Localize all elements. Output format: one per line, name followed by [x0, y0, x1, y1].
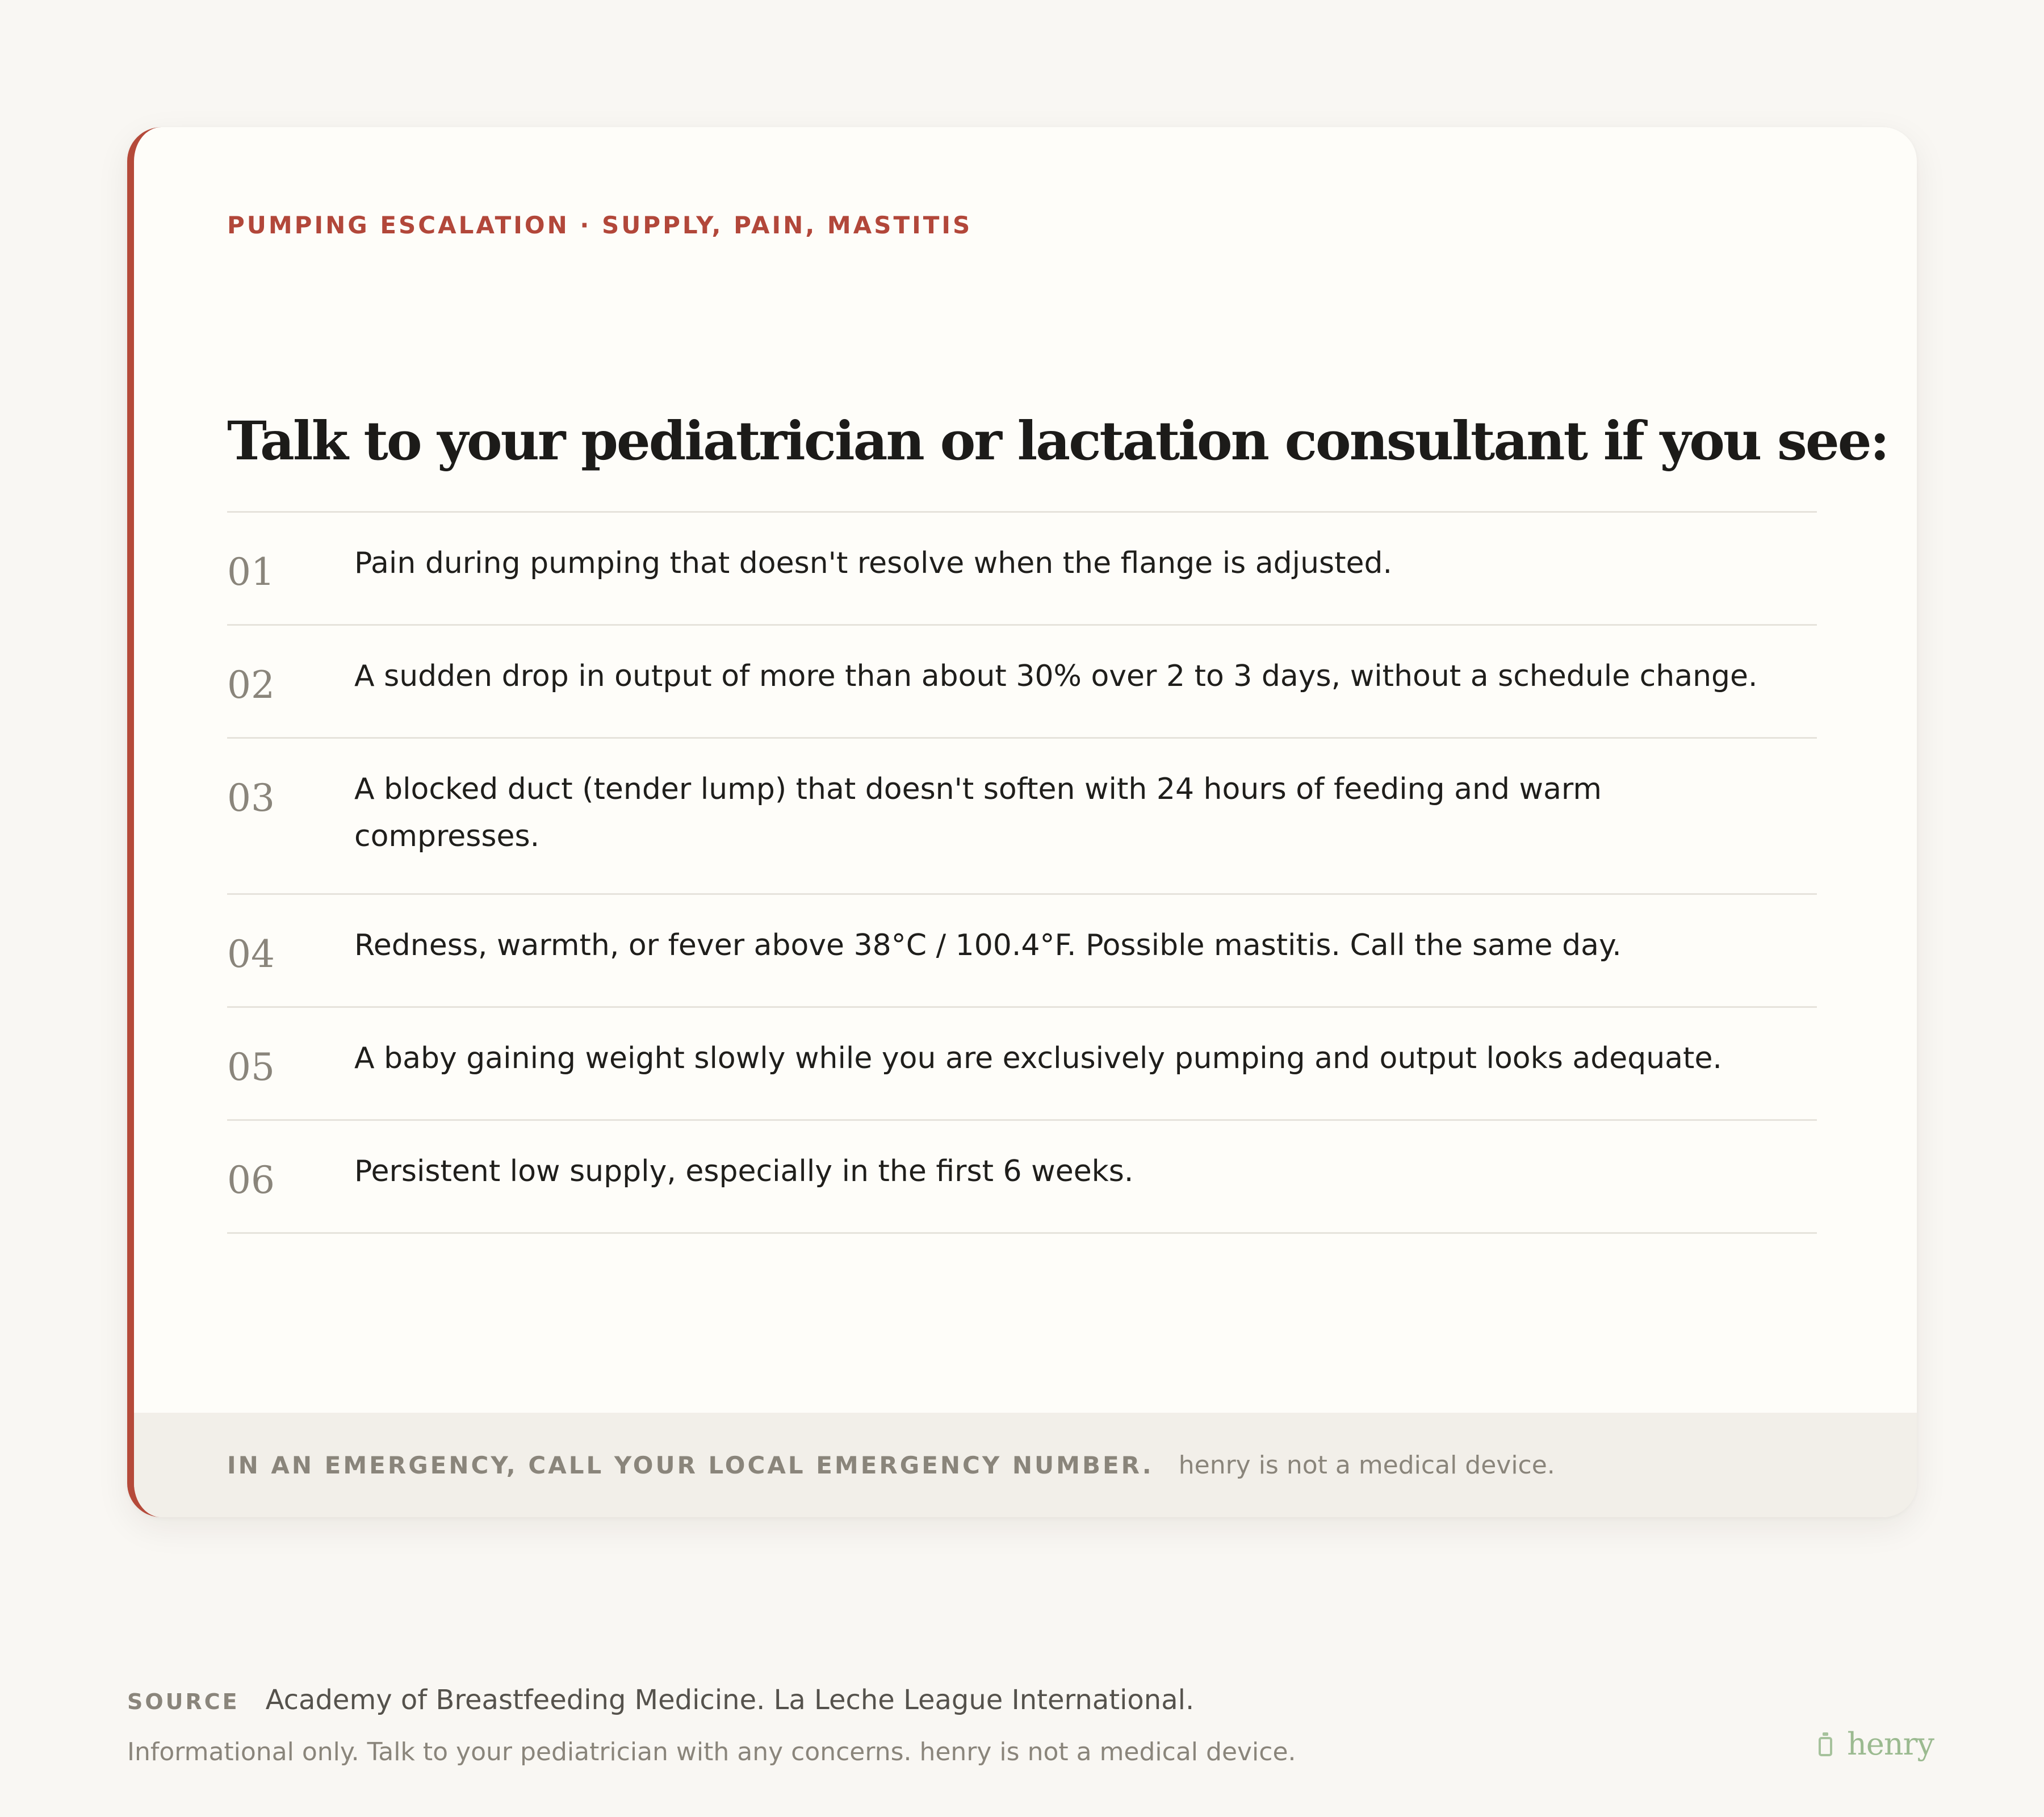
list-item: [227, 895, 1817, 1008]
item-number: 05: [227, 1045, 275, 1089]
item-text: Redness, warmth, or fever above 38°C / 100.4°F. Possible mastitis. Call the same day.: [354, 928, 1622, 962]
card-headline: Talk to your pediatrician or lactation consultant if you see:: [227, 410, 1888, 472]
card-disclaimer: henry is not a medical device.: [1178, 1450, 1555, 1480]
item-number: 04: [227, 932, 275, 976]
footnote: Informational only. Talk to your pediatrician with any concerns. henry is not a medical device.: [127, 1738, 1296, 1766]
item-number: 01: [227, 550, 275, 594]
list-item: [227, 513, 1817, 626]
item-text: Pain during pumping that doesn't resolve when the flange is adjusted.: [354, 546, 1393, 580]
warning-signs-list: [227, 511, 1817, 1234]
item-text: A sudden drop in output of more than about 30% over 2 to 3 days, without a schedule change.: [354, 659, 1758, 693]
card-eyebrow: PUMPING ESCALATION · SUPPLY, PAIN, MASTITIS: [227, 211, 973, 239]
brand-name: henry: [1847, 1726, 1934, 1762]
item-text: A baby gaining weight slowly while you are exclusively pumping and output looks adequate.: [354, 1041, 1722, 1075]
card-footer: [134, 1413, 1917, 1517]
escalation-card: [127, 127, 1917, 1517]
item-number: 02: [227, 663, 275, 707]
emergency-notice: IN AN EMERGENCY, CALL YOUR LOCAL EMERGENCY NUMBER.: [227, 1451, 1154, 1479]
source-line: [127, 1684, 1194, 1716]
bottle-icon: [1819, 1732, 1832, 1756]
list-item: [227, 1008, 1817, 1121]
list-item: [227, 1121, 1817, 1234]
item-text: Persistent low supply, especially in the first 6 weeks.: [354, 1154, 1134, 1188]
item-text: A blocked duct (tender lump) that doesn't soften with 24 hours of feeding and warm compresses.: [354, 772, 1602, 853]
list-item: [227, 626, 1817, 739]
list-item: [227, 739, 1817, 895]
brand-logo: [1819, 1726, 1934, 1762]
source-text: Academy of Breastfeeding Medicine. La Leche League International.: [265, 1684, 1195, 1716]
item-number: 03: [227, 776, 275, 820]
source-label: SOURCE: [127, 1689, 240, 1714]
item-number: 06: [227, 1158, 275, 1202]
